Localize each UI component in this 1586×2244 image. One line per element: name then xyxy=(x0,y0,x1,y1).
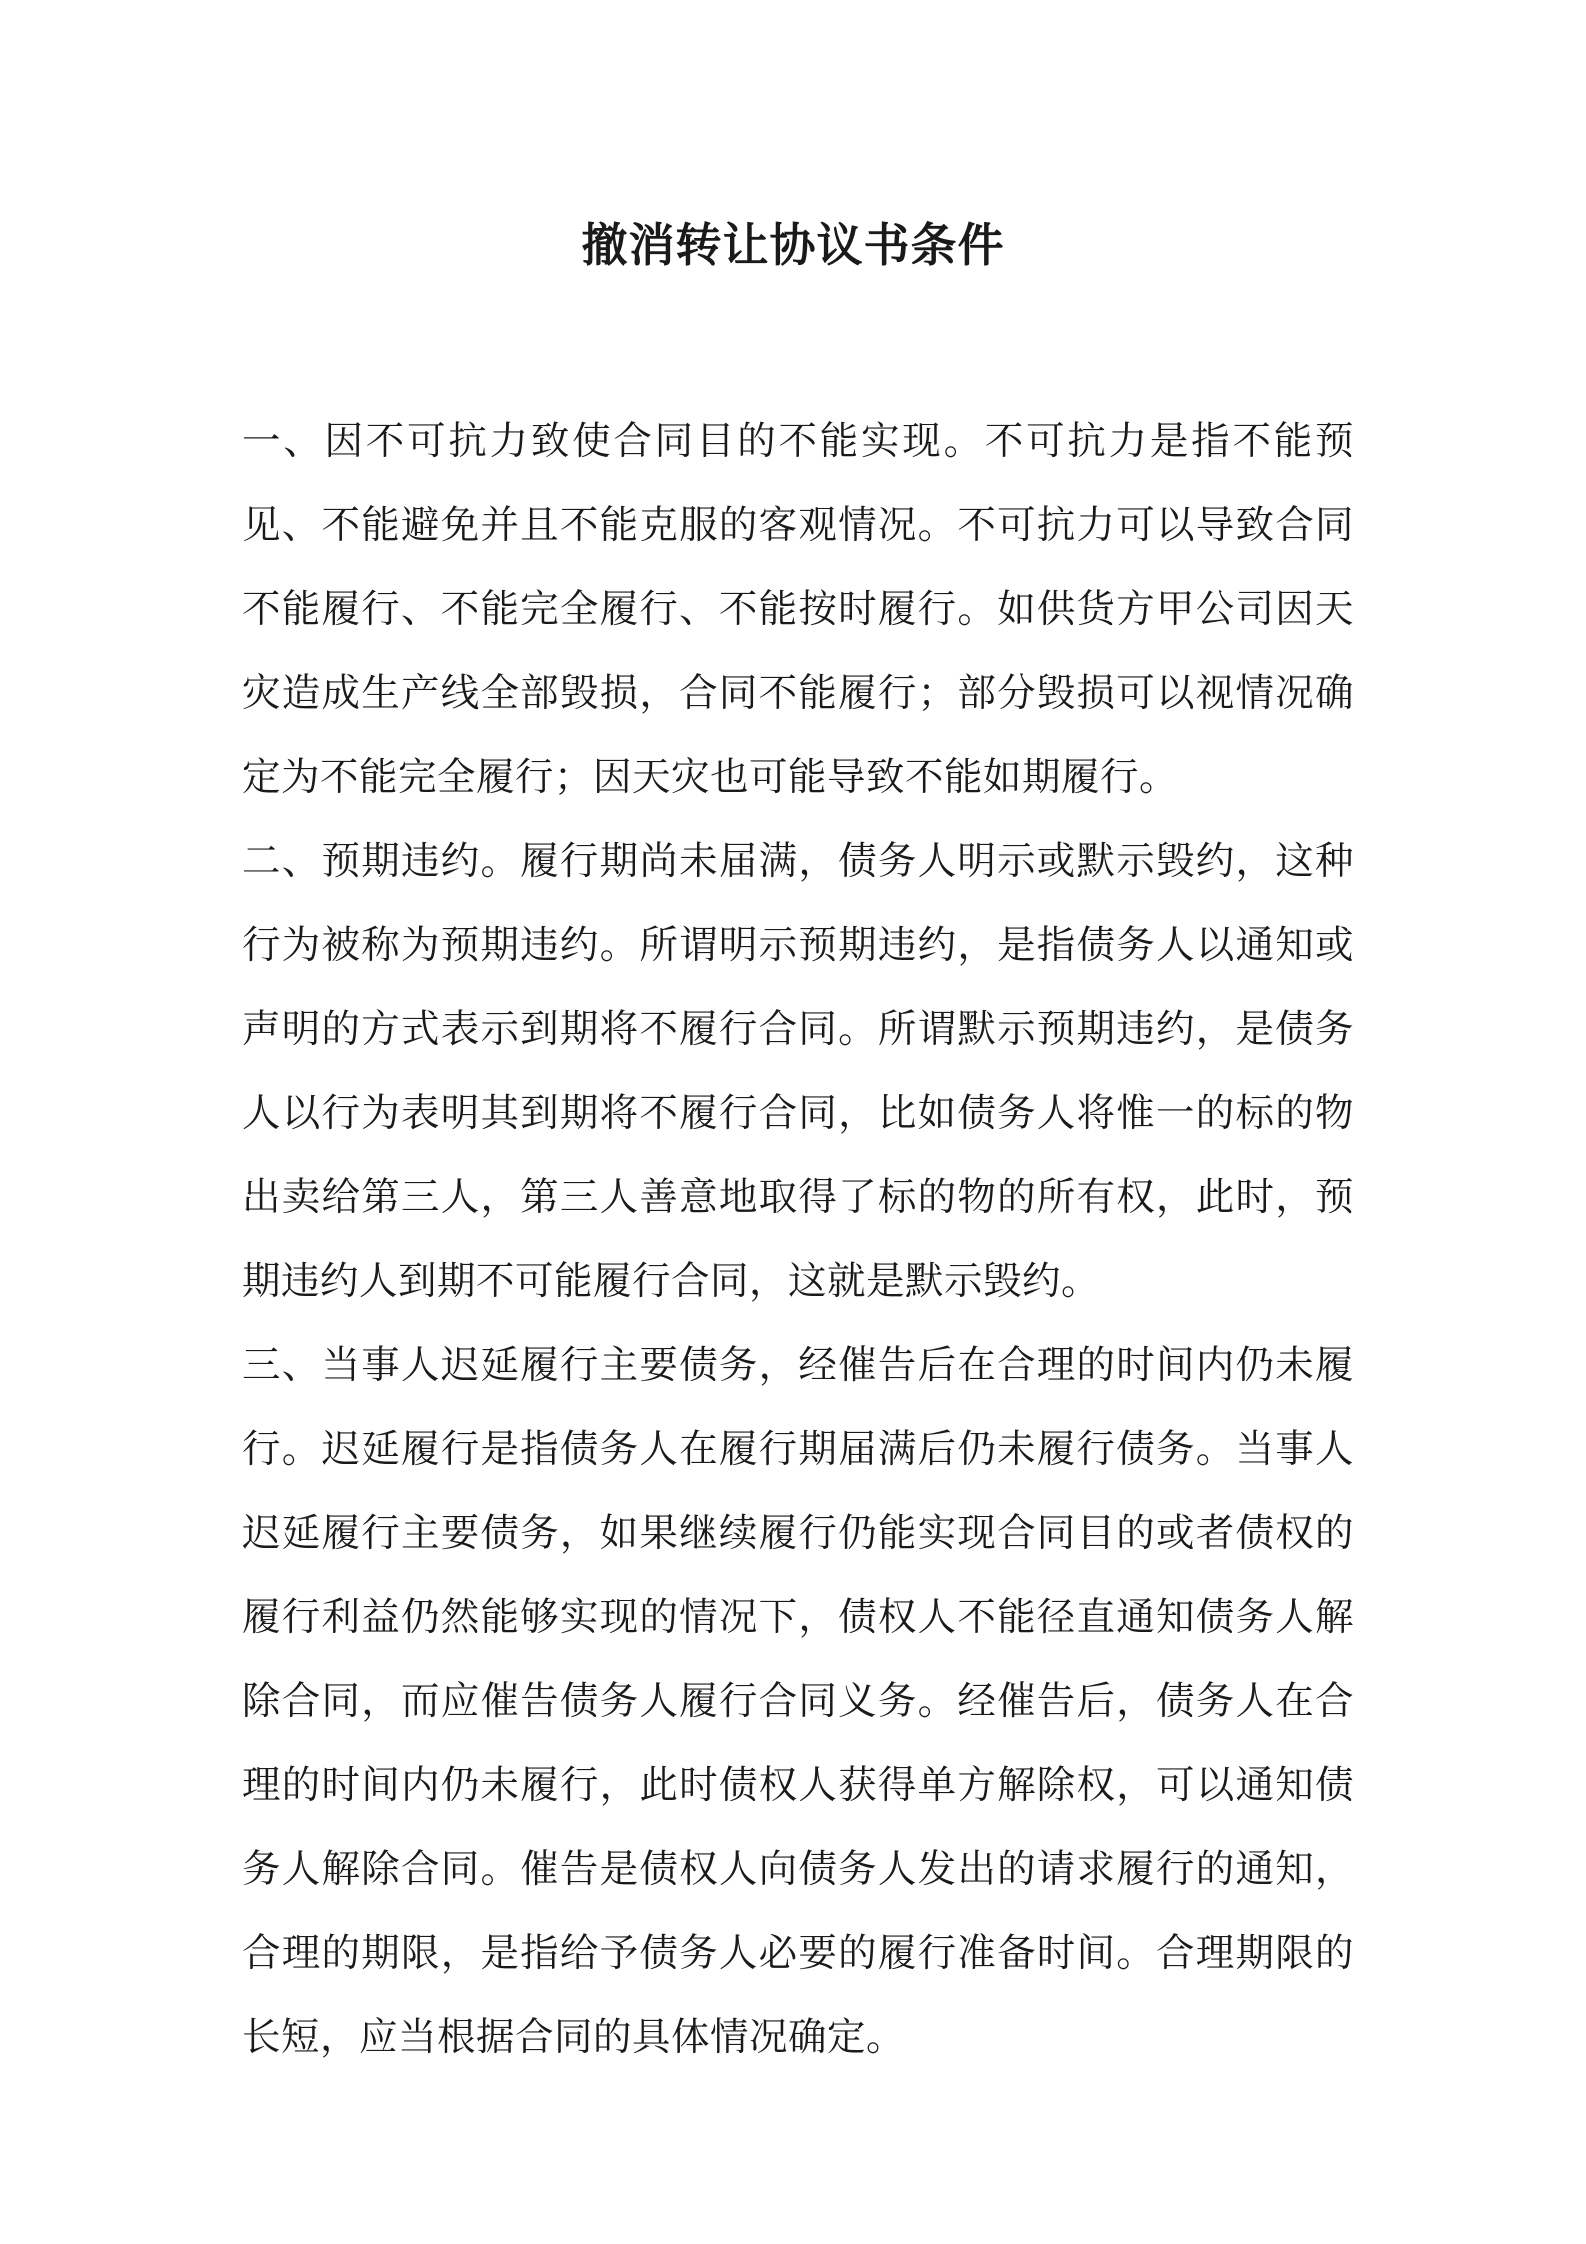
document-body xyxy=(242,400,1354,2080)
document-title: 撤消转让协议书条件 xyxy=(581,218,1005,272)
paragraph-1: 一、因不可抗力致使合同目的不能实现。不可抗力是指不能预见、不能避免并且不能克服的客观情况。不可抗力可以导致合同不能履行、不能完全履行、不能按时履行。如供货方甲公司因天灾造成生产线全部毁损，合同不能履行；部分毁损可以视情况确定为不能完全履行；因天灾也可能导致不能如期履行。 xyxy=(242,419,1354,800)
paragraph-3: 三、当事人迟延履行主要债务，经催告后在合理的时间内仍未履行。迟延履行是指债务人在履行期届满后仍未履行债务。当事人迟延履行主要债务，如果继续履行仍能实现合同目的或者债权的履行利益仍然能够实现的情况下，债权人不能径直通知债务人解除合同，而应催告债务人履行合同义务。经催告后，债务人在合理的时间内仍未履行，此时债权人获得单方解除权，可以通知债务人解除合同。催告是债权人向债务人发出的请求履行的通知，合理的期限，是指给予债务人必要的履行准备时间。合理期限的长短，应当根据合同的具体情况确定。 xyxy=(242,1343,1354,2060)
paragraph-2: 二、预期违约。履行期尚未届满，债务人明示或默示毁约，这种行为被称为预期违约。所谓明示预期违约，是指债务人以通知或声明的方式表示到期将不履行合同。所谓默示预期违约，是债务人以行为表明其到期将不履行合同，比如债务人将惟一的标的物出卖给第三人，第三人善意地取得了标的物的所有权，此时，预期违约人到期不可能履行合同，这就是默示毁约。 xyxy=(242,839,1354,1304)
